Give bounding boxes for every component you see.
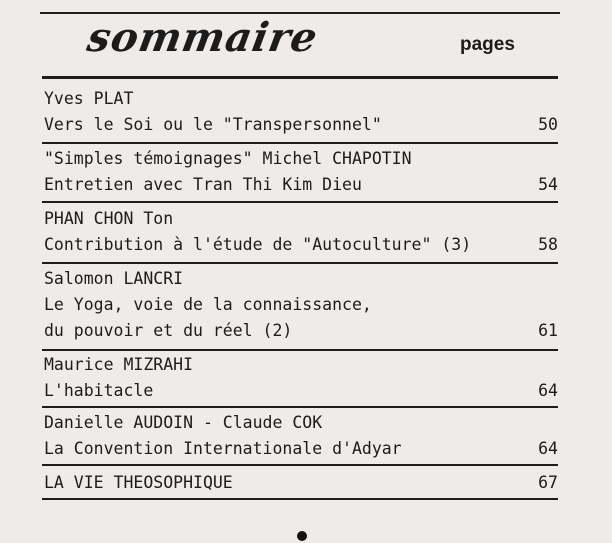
entry-author: Yves PLAT — [44, 89, 134, 108]
entry-title: La Convention Internationale d'Adyar 64 — [44, 436, 560, 462]
toc-entry[interactable] — [44, 146, 560, 198]
toc-entry[interactable] — [44, 352, 560, 404]
entry-page-number: 64 — [538, 381, 558, 400]
entry-page-number: 64 — [538, 439, 558, 458]
bullet-ornament — [297, 531, 307, 541]
section-page-number: 67 — [538, 473, 558, 492]
toc-header — [0, 0, 612, 80]
entry-title-line: du pouvoir et du réel (2) 61 — [44, 318, 560, 344]
entry-title: Contribution à l'étude de "Autoculture" (3) 58 — [44, 232, 560, 258]
section-title: LA VIE THEOSOPHIQUE — [44, 473, 233, 492]
toc-entry[interactable] — [44, 410, 560, 462]
entry-divider — [42, 464, 558, 466]
entry-divider — [42, 201, 558, 203]
entry-divider — [42, 406, 558, 408]
entry-page-number: 61 — [538, 321, 558, 340]
page-title: sommaire — [83, 14, 322, 61]
toc-section-entry[interactable] — [44, 470, 560, 496]
entry-title: Vers le Soi ou le "Transpersonnel" 50 — [44, 112, 560, 138]
entry-author: PHAN CHON Ton — [44, 209, 174, 228]
entry-title-line: Le Yoga, voie de la connaissance, — [44, 295, 372, 314]
section-divider — [42, 498, 558, 500]
entry-page-number: 58 — [538, 235, 558, 254]
entry-author: "Simples témoignages" Michel CHAPOTIN — [44, 149, 412, 168]
entry-title: L'habitacle 64 — [44, 378, 560, 404]
entry-divider — [42, 262, 558, 264]
entry-divider — [42, 349, 558, 351]
header-rule — [42, 76, 558, 79]
entry-page-number: 50 — [538, 115, 558, 134]
entry-author: Danielle AUDOIN - Claude COK — [44, 413, 323, 432]
toc-entry[interactable] — [44, 206, 560, 258]
toc-entry[interactable] — [44, 86, 560, 138]
entry-title: Entretien avec Tran Thi Kim Dieu 54 — [44, 172, 560, 198]
pages-column-label: pages — [460, 34, 515, 55]
entry-page-number: 54 — [538, 175, 558, 194]
section-line — [44, 470, 560, 496]
entry-author: Maurice MIZRAHI — [44, 355, 194, 374]
entry-author: Salomon LANCRI — [44, 269, 184, 288]
entry-divider — [42, 142, 558, 144]
toc-entry[interactable] — [44, 266, 560, 344]
